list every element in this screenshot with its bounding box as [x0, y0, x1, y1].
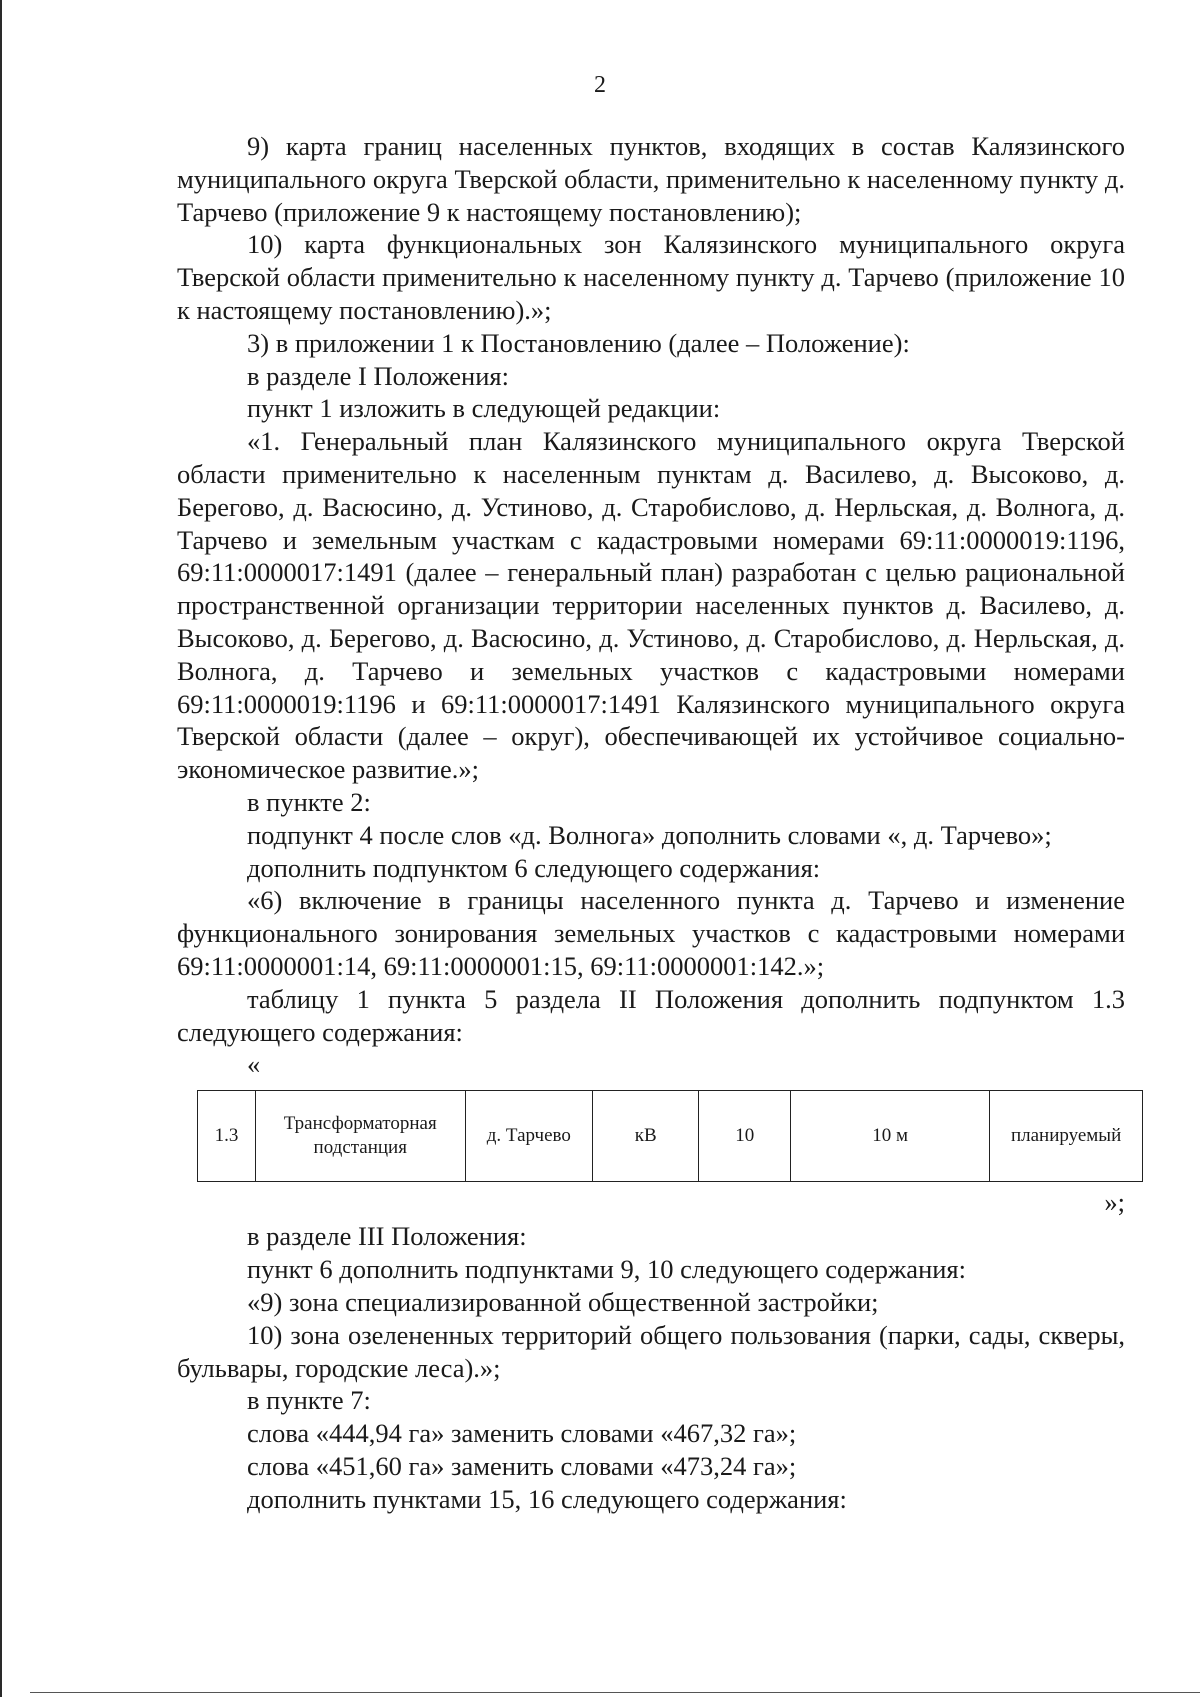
paragraph-zone-10: 10) зона озелененных территорий общего пользования (парки, сады, скверы, бульвары, городские леса).»; [177, 1319, 1125, 1383]
paragraph-point-7: в пункте 7: [247, 1385, 371, 1416]
paragraph-replace-1: слова «444,94 га» заменить словами «467,32 га»; [247, 1418, 797, 1449]
table-cell-status: планируемый [990, 1091, 1143, 1182]
paragraph-item-9: 9) карта границ населенных пунктов, входящих в состав Калязинского муниципального округа Тверской области, применительно к населенному пункту д. Тарчево (приложение 9 к настоящему постановлению); [177, 131, 1125, 227]
paragraph-point-2: в пункте 2: [247, 786, 371, 817]
paragraph-replace-2: слова «451,60 га» заменить словами «473,24 га»; [247, 1450, 797, 1481]
paragraph-add-points: дополнить пунктами 15, 16 следующего содержания: [247, 1483, 847, 1514]
quote-close-mark: »; [1104, 1187, 1125, 1218]
paragraph-table-intro: таблицу 1 пункта 5 раздела II Положения дополнить подпунктом 1.3 следующего содержания: [177, 983, 1125, 1047]
paragraph-subpoint-6-text: «6) включение в границы населенного пункта д. Тарчево и изменение функционального зонирования земельных участков с кадастровыми номерами 69:11:0000001:14, 69:11:0000001:15, 69:11:0000001:142.»; [177, 885, 1125, 981]
scan-bottom-edge [30, 1692, 1200, 1693]
quote-open-mark: « [247, 1049, 261, 1080]
paragraph-zone-9: «9) зона специализированной общественной застройки; [247, 1286, 879, 1317]
paragraph-section-1: в разделе I Положения: [247, 360, 509, 391]
paragraph-item-10: 10) карта функциональных зон Калязинского муниципального округа Тверской области применительно к населенному пункту д. Тарчево (приложение 10 к настоящему постановлению).»; [177, 229, 1125, 325]
table-cell-value: 10 [699, 1091, 791, 1182]
paragraph-add-subpoint-6: дополнить подпунктом 6 следующего содержания: [247, 852, 821, 883]
table-cell-location: д. Тарчево [465, 1091, 592, 1182]
document-body [177, 130, 1125, 1515]
amendment-table [197, 1090, 1143, 1182]
paragraph-section-3: в разделе III Положения: [247, 1221, 527, 1252]
paragraph-point-1-text: «1. Генеральный план Калязинского муниципального округа Тверской области применительно к населенным пунктам д. Василево, д. Высоково, д. Берегово, д. Васюсино, д. Устиново, д. Старобислово, д. Нерльская, д. Волнога, д. Тарчево и земельным участкам с кадастровыми номерами 69:11:0000019:1196, 69:11:0000017:1491 (далее – генеральный план) разработан с целью рациональной пространственной организации территории населенных пунктов д. Василево, д. Высоково, д. Берегово, д. Васюсино, д. Устиново, д. Старобислово, д. Нерльская, д. Волнога, д. Тарчево и земельных участков с кадастровыми номерами 69:11:0000019:1196 и 69:11:0000017:1491 Калязинского муниципального округа Тверской области (далее – округ), обеспечивающей их устойчивое социально-экономическое развитие.»; [177, 426, 1125, 785]
table-cell-unit: кВ [593, 1091, 699, 1182]
table-row [198, 1091, 1143, 1182]
table-cell-object: Трансформаторная подстанция [255, 1091, 465, 1182]
paragraph-point-1-intro: пункт 1 изложить в следующей редакции: [247, 393, 721, 424]
scan-left-edge [0, 0, 2, 1697]
paragraph-appendix-1: 3) в приложении 1 к Постановлению (далее – Положение): [247, 327, 910, 358]
table-cell-number: 1.3 [198, 1091, 256, 1182]
table-cell-zone: 10 м [791, 1091, 990, 1182]
paragraph-subpoint-4: подпункт 4 после слов «д. Волнога» дополнить словами «, д. Тарчево»; [247, 819, 1052, 850]
paragraph-point-6: пункт 6 дополнить подпунктами 9, 10 следующего содержания: [247, 1254, 966, 1285]
page-number: 2 [594, 72, 606, 98]
